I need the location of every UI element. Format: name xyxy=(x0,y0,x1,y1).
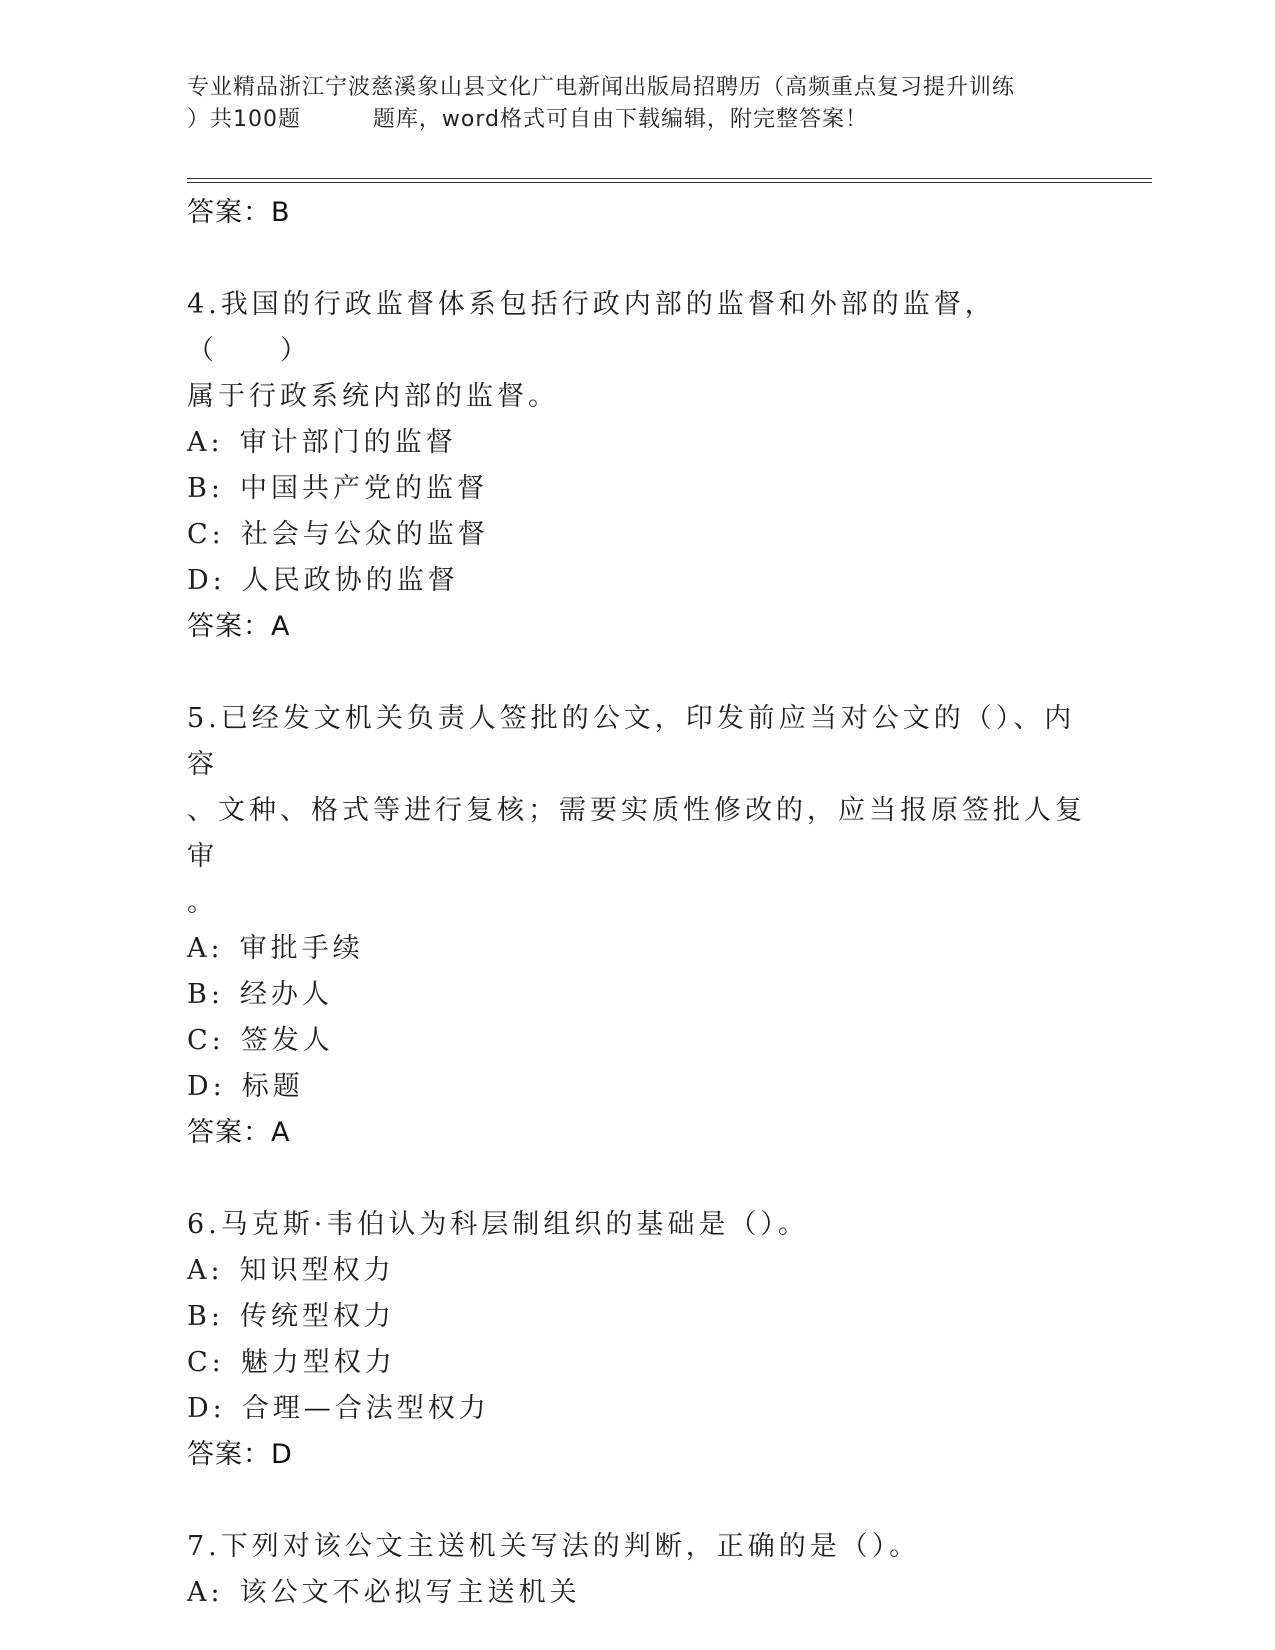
option-c: C: 社会与公众的监督 xyxy=(187,519,489,550)
header-rule-bottom xyxy=(187,182,1152,183)
option-c: C: 魅力型权力 xyxy=(187,1347,396,1378)
option-b: B: 传统型权力 xyxy=(187,1301,395,1332)
option-d: D: 标题 xyxy=(187,1071,304,1102)
question-list xyxy=(187,190,1087,1616)
header-line-2: ）共100题 题库，word格式可自由下载编辑，附完整答案！ xyxy=(187,107,869,132)
answer-line: 答案：B xyxy=(187,197,291,228)
option-a: A: 知识型权力 xyxy=(187,1255,395,1286)
question-block xyxy=(187,282,1087,650)
question-block xyxy=(187,696,1087,1156)
question-text-line: 7.下列对该公文主送机关写法的判断，正确的是（）。 xyxy=(187,1531,921,1562)
question-text-line: 6.马克斯·韦伯认为科层制组织的基础是（）。 xyxy=(187,1209,809,1240)
option-b: B: 经办人 xyxy=(187,979,333,1010)
option-c: C: 签发人 xyxy=(187,1025,334,1056)
answer-line: 答案：A xyxy=(187,1117,291,1148)
answer-line: 答案：A xyxy=(187,611,291,642)
option-a: A: 该公文不必拟写主送机关 xyxy=(187,1577,581,1608)
header-line-1: 专业精品浙江宁波慈溪象山县文化广电新闻出版局招聘历（高频重点复习提升训练 xyxy=(187,75,1016,100)
question-text-line: 4.我国的行政监督体系包括行政内部的监督和外部的监督，（ ） xyxy=(187,289,996,366)
question-text-line: 属于行政系统内部的监督。 xyxy=(187,381,559,412)
option-a: A: 审计部门的监督 xyxy=(187,427,457,458)
option-d: D: 人民政协的监督 xyxy=(187,565,459,596)
header-rule-top xyxy=(187,178,1152,179)
answer-line: 答案：D xyxy=(187,1439,293,1470)
option-b: B: 中国共产党的监督 xyxy=(187,473,488,504)
question-text-line: 、文种、格式等进行复核；需要实质性修改的，应当报原签批人复审 xyxy=(187,795,1086,872)
question-text-line: 。 xyxy=(187,887,218,918)
question-block xyxy=(187,1202,1087,1478)
question-text-line: 5.已经发文机关负责人签批的公文，印发前应当对公文的（）、内容 xyxy=(187,703,1076,780)
page-header xyxy=(187,72,1087,136)
question-block xyxy=(187,1524,1087,1616)
option-a: A: 审批手续 xyxy=(187,933,364,964)
option-d: D: 合理—合法型权力 xyxy=(187,1393,490,1424)
